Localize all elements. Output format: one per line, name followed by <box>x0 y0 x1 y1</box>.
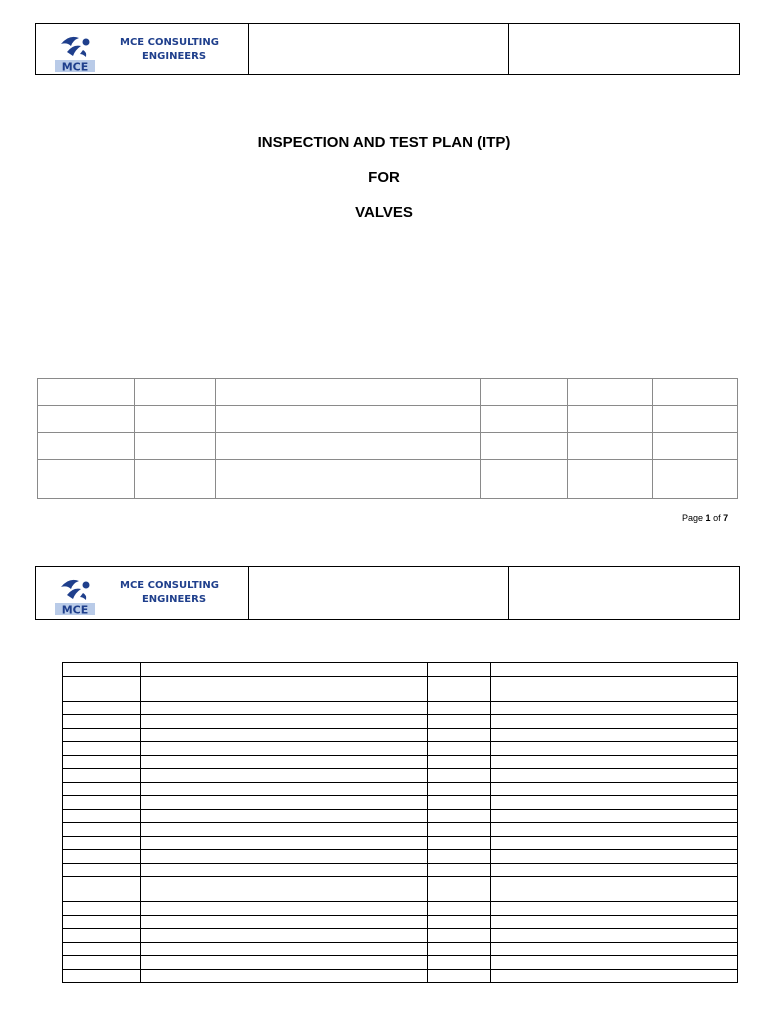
mce-logo-icon <box>53 30 97 74</box>
revision-row <box>38 433 738 460</box>
document-title-line3: VALVES <box>355 204 413 221</box>
table-row <box>63 663 738 677</box>
company-name-line2: ENGINEERS <box>141 594 207 605</box>
table-row <box>63 728 738 742</box>
logo-text: MCE <box>61 60 89 74</box>
company-name-line1: MCE CONSULTING <box>120 37 219 48</box>
company-name-line1: MCE CONSULTING <box>120 580 219 591</box>
page-number <box>682 513 728 523</box>
logo-text: MCE <box>61 603 89 617</box>
table-row <box>63 715 738 729</box>
page-total: 7 <box>723 513 729 523</box>
table-row <box>63 836 738 850</box>
header-middle-cell <box>249 567 509 619</box>
table-row <box>63 863 738 877</box>
table-row <box>63 755 738 769</box>
table-row <box>63 902 738 916</box>
revision-row <box>38 406 738 433</box>
company-name <box>114 36 234 64</box>
table-row <box>63 742 738 756</box>
document-title-line2: FOR <box>368 169 400 186</box>
table-row <box>63 796 738 810</box>
revision-table <box>37 378 738 499</box>
company-name-line2: ENGINEERS <box>141 51 207 62</box>
table-row <box>63 929 738 943</box>
page-of: of <box>713 513 721 523</box>
table-row <box>63 956 738 970</box>
table-row <box>63 769 738 783</box>
page1-header <box>35 23 740 75</box>
header-right-cell <box>509 567 739 619</box>
table-row <box>63 809 738 823</box>
mce-logo-icon <box>53 573 97 617</box>
table-row <box>63 823 738 837</box>
table-row <box>63 915 738 929</box>
page-current: 1 <box>705 513 711 523</box>
table-row <box>63 850 738 864</box>
itp-contents-table <box>62 662 738 983</box>
header-right-cell <box>509 24 739 74</box>
table-row <box>63 676 738 701</box>
revision-row <box>38 379 738 406</box>
revision-row <box>38 460 738 499</box>
header-logo-cell <box>36 24 249 74</box>
header-middle-cell <box>249 24 509 74</box>
company-name <box>114 579 234 607</box>
table-row <box>63 701 738 715</box>
table-row <box>63 877 738 902</box>
table-row <box>63 782 738 796</box>
table-row <box>63 969 738 983</box>
page-prefix: Page <box>682 513 704 523</box>
document-title-line1: INSPECTION AND TEST PLAN (ITP) <box>257 134 511 151</box>
page2-header <box>35 566 740 620</box>
table-row <box>63 942 738 956</box>
header-logo-cell <box>36 567 249 619</box>
